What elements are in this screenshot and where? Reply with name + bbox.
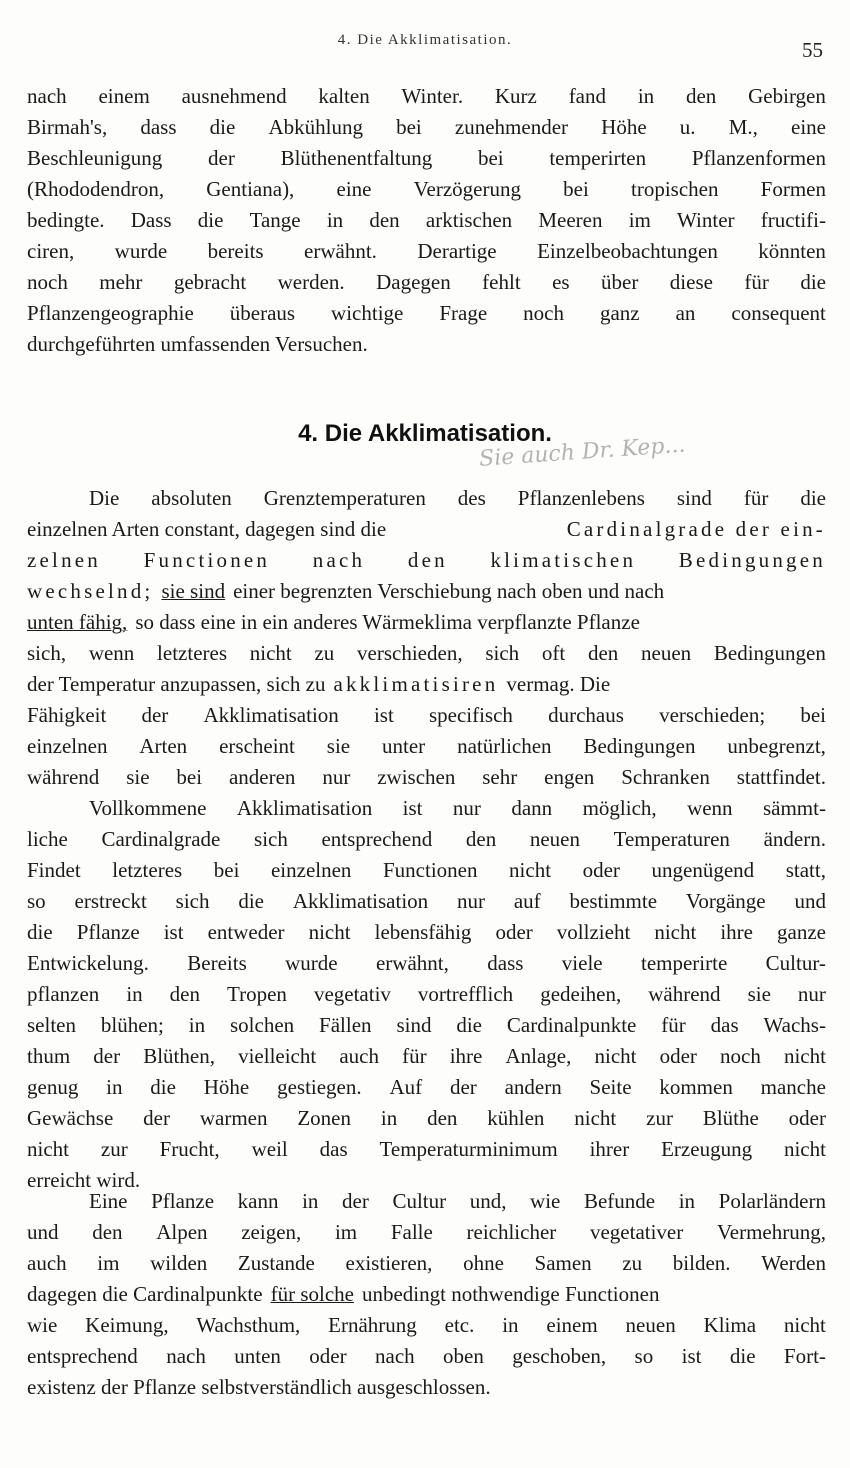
section-heading: 4. Die Akklimatisation.: [298, 420, 552, 447]
text-line: so erstreckt sich die Akklimatisation nur auf bestimmte Vorgänge und: [27, 889, 826, 913]
text-line: dagegen die Cardinalpunkte für solche unbedingt nothwendige Functionen: [27, 1279, 826, 1310]
text-line: und den Alpen zeigen, im Falle reichlicher vegetativer Vermehrung,: [27, 1220, 826, 1244]
text-line: ciren, wurde bereits erwähnt. Derartige Einzelbeobachtungen könnten: [27, 239, 826, 263]
pencil-underline: für solche: [270, 1282, 354, 1306]
text-line: nicht zur Frucht, weil das Temperaturminimum ihrer Erzeugung nicht: [27, 1137, 826, 1161]
text-line: Vollkommene Akklimatisation ist nur dann möglich, wenn sämmt-: [89, 796, 826, 820]
pencil-underline: sie sind: [161, 579, 226, 603]
text-line: wechselnd; sie sind einer begrenzten Verschiebung nach oben und nach: [27, 576, 826, 607]
emphasis-akklimatisiren: akklimatisiren: [333, 672, 499, 696]
text-line: einzelnen Arten constant, dagegen sind die Cardinalgrade der ein-: [27, 514, 826, 545]
pencil-annotation: Sie auch Dr. Kep...: [478, 432, 687, 472]
paragraph-1: [27, 483, 826, 793]
text-line: Die absoluten Grenztemperaturen des Pflanzenlebens sind für die: [89, 486, 826, 510]
text-line: die Pflanze ist entweder nicht lebensfähig oder vollzieht nicht ihre ganze: [27, 920, 826, 944]
page-number: 55: [802, 38, 823, 62]
text-line: existenz der Pflanze selbstverständlich ausgeschlossen.: [27, 1375, 491, 1399]
paragraph-3: [27, 1186, 826, 1403]
text-line: auch im wilden Zustande existieren, ohne Samen zu bilden. Werden: [27, 1251, 826, 1275]
text-line: Findet letzteres bei einzelnen Functionen nicht oder ungenügend statt,: [27, 858, 826, 882]
text-line: durchgeführten umfassenden Versuchen.: [27, 332, 368, 356]
text-line: (Rhododendron, Gentiana), eine Verzögerung bei tropischen Formen: [27, 177, 826, 201]
text-line: pflanzen in den Tropen vegetativ vortrefflich gedeihen, während sie nur: [27, 982, 826, 1006]
text-line: der Temperatur anzupassen, sich zu akklimatisiren vermag. Die: [27, 669, 826, 700]
pencil-underline: unten fähig,: [27, 610, 128, 634]
text-line: noch mehr gebracht werden. Dagegen fehlt es über diese für die: [27, 270, 826, 294]
text-line: nach einem ausnehmend kalten Winter. Kurz fand in den Gebirgen: [27, 84, 826, 108]
text-line: selten blühen; in solchen Fällen sind die Cardinalpunkte für das Wachs-: [27, 1013, 826, 1037]
text-line: Gewächse der warmen Zonen in den kühlen nicht zur Blüthe oder: [27, 1106, 826, 1130]
text-line: sich, wenn letzteres nicht zu verschieden, sich oft den neuen Bedingungen: [27, 641, 826, 665]
text-line: einzelnen Arten erscheint sie unter natürlichen Bedingungen unbegrenzt,: [27, 734, 826, 758]
text-line: entsprechend nach unten oder nach oben geschoben, so ist die Fort-: [27, 1344, 826, 1368]
text-line: Fähigkeit der Akklimatisation ist specifisch durchaus verschieden; bei: [27, 703, 826, 727]
text-line: unten fähig, so dass eine in ein anderes Wärmeklima verpflanzte Pflanze: [27, 607, 826, 638]
text-line: erreicht wird.: [27, 1168, 141, 1192]
text-line: liche Cardinalgrade sich entsprechend den neuen Temperaturen ändern.: [27, 827, 826, 851]
text-line: Birmah's, dass die Abkühlung bei zunehmender Höhe u. M., eine: [27, 115, 826, 139]
running-title: 4. Die Akklimatisation.: [337, 32, 513, 48]
emphasis-wechselnd: wechselnd;: [27, 579, 154, 603]
text-line: zelnen Functionen nach den klimatischen Bedingungen: [27, 548, 826, 572]
text-line: wie Keimung, Wachsthum, Ernährung etc. in einem neuen Klima nicht: [27, 1313, 826, 1337]
text-line: thum der Blüthen, vielleicht auch für ihre Anlage, nicht oder noch nicht: [27, 1044, 826, 1068]
text-line: Eine Pflanze kann in der Cultur und, wie Befunde in Polarländern: [89, 1189, 826, 1213]
text-line: Pflanzengeographie überaus wichtige Frage noch ganz an consequent: [27, 301, 826, 325]
text-line: während sie bei anderen nur zwischen sehr engen Schranken stattfindet.: [27, 765, 826, 789]
text-line: genug in die Höhe gestiegen. Auf der andern Seite kommen manche: [27, 1075, 826, 1099]
emphasis-cardinalgrade: Cardinalgrade der ein-: [566, 517, 826, 541]
text-line: bedingte. Dass die Tange in den arktischen Meeren im Winter fructifi-: [27, 208, 826, 232]
intro-paragraph: [27, 81, 826, 360]
paragraph-2: [27, 793, 826, 1196]
running-head: [0, 32, 850, 62]
text-line: Entwickelung. Bereits wurde erwähnt, dass viele temperirte Cultur-: [27, 951, 826, 975]
text-line: Beschleunigung der Blüthenentfaltung bei temperirten Pflanzenformen: [27, 146, 826, 170]
